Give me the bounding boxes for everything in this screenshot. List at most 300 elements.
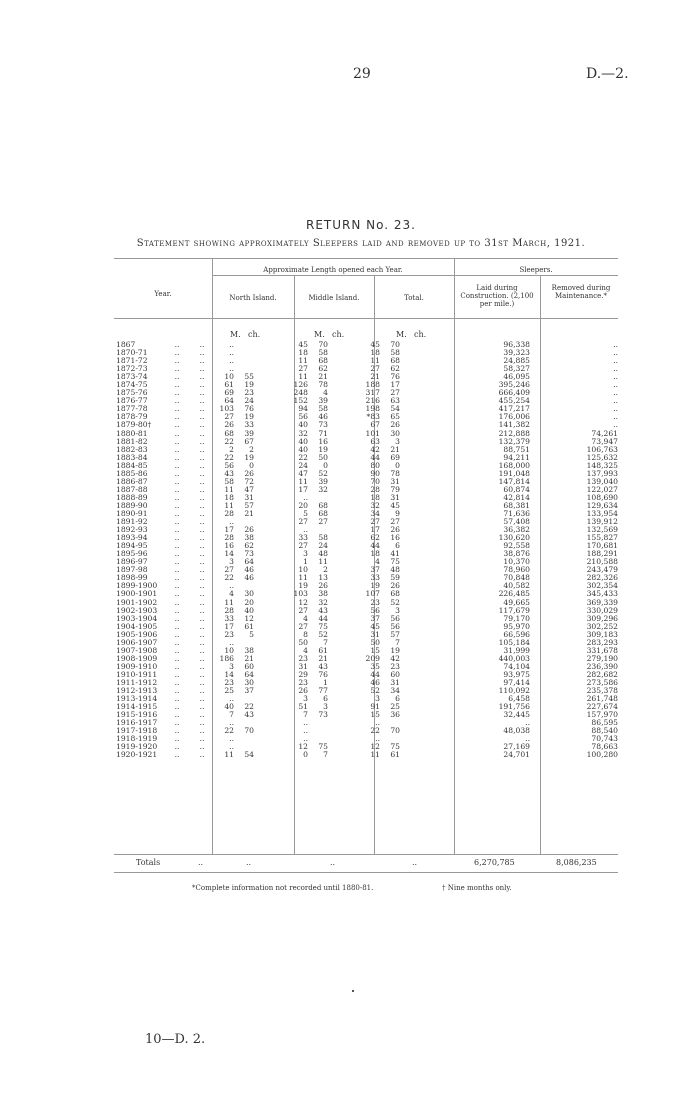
north-chains: 22 bbox=[244, 702, 254, 712]
laid-during-construction: 46,095 bbox=[503, 372, 530, 382]
removed-during-maintenance: 243,479 bbox=[586, 565, 618, 575]
total-miles: 12 bbox=[370, 742, 380, 752]
removed-during-maintenance: 236,390 bbox=[586, 661, 618, 671]
row-year: 1915-1916 bbox=[116, 710, 158, 720]
middle-miles: 7 bbox=[303, 710, 308, 720]
laid-during-construction: 130,620 bbox=[498, 533, 530, 543]
gap bbox=[400, 574, 434, 582]
middle-miles: 4 bbox=[303, 613, 308, 623]
total-miles: 23 bbox=[370, 597, 380, 607]
north-chains: 38 bbox=[244, 645, 254, 655]
row-dots: .. bbox=[174, 669, 180, 679]
row-year: 1891-92 bbox=[116, 517, 148, 527]
table-row bbox=[116, 679, 618, 687]
removed-during-maintenance: 227,674 bbox=[586, 702, 618, 712]
total-chains: 23 bbox=[390, 661, 400, 671]
laid-during-construction: 96,338 bbox=[503, 340, 530, 350]
total-chains: 7 bbox=[395, 637, 400, 647]
north-chains: 60 bbox=[244, 661, 254, 671]
row-dots: .. bbox=[199, 396, 205, 406]
header-length-group: Approximate Length opened each Year. bbox=[263, 266, 403, 274]
total-miles: *83 bbox=[366, 412, 380, 422]
removed-during-maintenance: .. bbox=[613, 420, 618, 430]
gap bbox=[254, 405, 288, 413]
gap bbox=[328, 566, 360, 574]
row-year: 1887-88 bbox=[116, 484, 148, 494]
row-dots: .. bbox=[199, 702, 205, 712]
north-miles: .. bbox=[229, 356, 234, 366]
north-miles: 23 bbox=[224, 629, 234, 639]
north-miles: 11 bbox=[224, 484, 234, 494]
removed-during-maintenance: 331,678 bbox=[586, 645, 618, 655]
middle-chains: 68 bbox=[318, 356, 328, 366]
north-chains: 26 bbox=[244, 468, 254, 478]
north-miles: 64 bbox=[224, 396, 234, 406]
table-row bbox=[116, 357, 618, 365]
sleepers-table bbox=[116, 341, 618, 759]
north-miles: 7 bbox=[229, 710, 234, 720]
north-chains: 23 bbox=[244, 388, 254, 398]
row-year: 1902-1903 bbox=[116, 605, 158, 615]
laid-during-construction: 141,382 bbox=[498, 420, 530, 430]
gap bbox=[254, 357, 288, 365]
row-year: 1919-1920 bbox=[116, 742, 158, 752]
row-year: 1913-1914 bbox=[116, 694, 158, 704]
total-miles: 32 bbox=[370, 500, 380, 510]
laid-during-construction: 68,381 bbox=[503, 500, 530, 510]
row-dots: .. bbox=[199, 645, 205, 655]
gap bbox=[328, 413, 360, 421]
total-chains: 31 bbox=[390, 677, 400, 687]
gap bbox=[400, 421, 434, 429]
gap bbox=[400, 381, 434, 389]
north-chains: 24 bbox=[244, 396, 254, 406]
middle-miles: 152 bbox=[293, 396, 308, 406]
row-year: 1878-79 bbox=[116, 412, 148, 422]
table-row bbox=[116, 695, 618, 703]
north-miles: 56 bbox=[224, 460, 234, 470]
gap bbox=[400, 647, 434, 655]
north-chains: 73 bbox=[244, 549, 254, 559]
laid-during-construction: 105,184 bbox=[498, 637, 530, 647]
table-row bbox=[116, 438, 618, 446]
total-miles: 45 bbox=[370, 621, 380, 631]
gap bbox=[254, 574, 288, 582]
table-row bbox=[116, 478, 618, 486]
row-dots: .. bbox=[174, 677, 180, 687]
laid-during-construction: 58,327 bbox=[503, 364, 530, 374]
north-chains bbox=[234, 341, 254, 349]
gap bbox=[254, 607, 288, 615]
gap bbox=[328, 655, 360, 663]
middle-miles: 56 bbox=[298, 412, 308, 422]
middle-miles: 26 bbox=[298, 686, 308, 696]
total-miles: 63 bbox=[370, 436, 380, 446]
laid-during-construction: 71,636 bbox=[503, 509, 530, 518]
unit-total-m: M. bbox=[396, 330, 407, 339]
gap bbox=[254, 510, 288, 518]
gap bbox=[328, 454, 360, 462]
gap bbox=[328, 735, 360, 743]
gap bbox=[400, 462, 434, 470]
row-year: 1896-97 bbox=[116, 557, 148, 567]
total-chains: 3 bbox=[395, 605, 400, 615]
row-dots: .. bbox=[199, 589, 205, 599]
gap bbox=[328, 623, 360, 631]
total-chains: 58 bbox=[390, 348, 400, 358]
north-miles: 11 bbox=[224, 500, 234, 510]
totals-middle: .. bbox=[330, 858, 336, 867]
footnote-star: *Complete information not recorded until 1880-81. bbox=[192, 884, 374, 892]
removed-during-maintenance: 122,027 bbox=[586, 484, 618, 494]
row-dots: .. bbox=[174, 718, 180, 728]
middle-miles: 94 bbox=[298, 404, 308, 414]
gap bbox=[400, 727, 434, 735]
middle-chains: 11 bbox=[318, 557, 328, 567]
middle-chains: 1 bbox=[323, 677, 328, 687]
gap bbox=[254, 494, 288, 502]
gap bbox=[400, 719, 434, 727]
table-row bbox=[116, 711, 618, 719]
north-miles: 25 bbox=[224, 686, 234, 696]
row-dots: .. bbox=[174, 629, 180, 639]
middle-chains: 58 bbox=[318, 404, 328, 414]
gap bbox=[328, 510, 360, 518]
gap bbox=[400, 711, 434, 719]
row-year: 1908-1909 bbox=[116, 653, 158, 663]
middle-miles: 11 bbox=[298, 476, 308, 486]
row-year: 1909-1910 bbox=[116, 661, 158, 671]
sleepers-table-body bbox=[116, 341, 618, 759]
north-miles: 28 bbox=[224, 509, 234, 518]
document-ref: D.—2. bbox=[586, 66, 629, 82]
table-row bbox=[116, 663, 618, 671]
total-chains: 16 bbox=[390, 533, 400, 543]
middle-chains: 32 bbox=[318, 484, 328, 494]
total-miles: 188 bbox=[365, 380, 380, 390]
removed-during-maintenance: .. bbox=[613, 340, 618, 350]
middle-chains: 39 bbox=[318, 476, 328, 486]
removed-during-maintenance: 73,947 bbox=[591, 436, 618, 446]
table-row bbox=[116, 494, 618, 502]
table-row bbox=[116, 719, 618, 727]
total-chains: 69 bbox=[390, 452, 400, 462]
total-miles: 91 bbox=[370, 702, 380, 712]
middle-chains: 39 bbox=[318, 396, 328, 406]
laid-during-construction: 88,751 bbox=[503, 444, 530, 454]
total-miles: 31 bbox=[370, 629, 380, 639]
laid-during-construction: 176,006 bbox=[498, 412, 530, 422]
row-dots: .. bbox=[174, 444, 180, 454]
middle-chains: 43 bbox=[318, 605, 328, 615]
gap bbox=[328, 695, 360, 703]
total-miles: 44 bbox=[370, 669, 380, 679]
gap bbox=[400, 542, 434, 550]
row-year: 1898-99 bbox=[116, 573, 148, 583]
total-chains: 48 bbox=[390, 565, 400, 575]
gap bbox=[400, 671, 434, 679]
row-dots: .. bbox=[199, 444, 205, 454]
row-dots: .. bbox=[199, 412, 205, 422]
gap bbox=[400, 470, 434, 478]
row-year: 1872-73 bbox=[116, 364, 148, 374]
gap bbox=[400, 566, 434, 574]
row-year: 1884-85 bbox=[116, 460, 148, 470]
north-chains: 62 bbox=[244, 541, 254, 551]
gap bbox=[254, 655, 288, 663]
laid-during-construction: 212,888 bbox=[498, 428, 530, 438]
north-chains: 40 bbox=[244, 605, 254, 615]
laid-during-construction: 226,485 bbox=[498, 589, 530, 599]
north-miles: 33 bbox=[224, 613, 234, 623]
middle-chains: 16 bbox=[318, 436, 328, 446]
row-dots: .. bbox=[199, 613, 205, 623]
row-dots: .. bbox=[199, 557, 205, 567]
unit-north-ch: ch. bbox=[248, 330, 261, 339]
row-dots: .. bbox=[174, 340, 180, 350]
row-dots: .. bbox=[174, 589, 180, 599]
middle-chains: 78 bbox=[318, 380, 328, 390]
gap bbox=[254, 550, 288, 558]
total-miles: 19 bbox=[370, 581, 380, 591]
middle-chains: 7 bbox=[323, 637, 328, 647]
north-miles: .. bbox=[229, 718, 234, 728]
gap bbox=[254, 631, 288, 639]
gap bbox=[400, 430, 434, 438]
middle-chains: 7 bbox=[323, 750, 328, 760]
north-chains: 57 bbox=[244, 500, 254, 510]
gap bbox=[328, 502, 360, 510]
row-dots: .. bbox=[174, 412, 180, 422]
middle-miles: 126 bbox=[293, 380, 308, 390]
row-dots: .. bbox=[199, 710, 205, 720]
gap bbox=[328, 671, 360, 679]
row-dots: .. bbox=[174, 653, 180, 663]
row-dots: .. bbox=[174, 396, 180, 406]
north-chains: 2 bbox=[249, 444, 254, 454]
middle-miles: 23 bbox=[298, 653, 308, 663]
gap bbox=[328, 349, 360, 357]
gap bbox=[400, 607, 434, 615]
laid-during-construction: 42,814 bbox=[503, 492, 530, 502]
row-dots: .. bbox=[174, 686, 180, 696]
laid-during-construction: 40,582 bbox=[503, 581, 530, 591]
gap bbox=[254, 381, 288, 389]
row-dots: .. bbox=[199, 492, 205, 502]
middle-miles: 12 bbox=[298, 742, 308, 752]
removed-during-maintenance: 345,433 bbox=[586, 589, 618, 599]
row-year: 1917-1918 bbox=[116, 726, 158, 736]
middle-miles: .. bbox=[303, 525, 308, 535]
table-row bbox=[116, 743, 618, 751]
row-dots: .. bbox=[174, 565, 180, 575]
gap bbox=[328, 430, 360, 438]
gap bbox=[254, 454, 288, 462]
middle-miles: 3 bbox=[303, 549, 308, 559]
gap bbox=[254, 582, 288, 590]
total-chains: 52 bbox=[390, 597, 400, 607]
header-total: Total. bbox=[404, 294, 424, 302]
row-dots: .. bbox=[199, 468, 205, 478]
table-row bbox=[116, 534, 618, 542]
row-dots: .. bbox=[199, 597, 205, 607]
gap bbox=[254, 502, 288, 510]
total-chains: 31 bbox=[390, 492, 400, 502]
unit-middle-m: M. bbox=[314, 330, 325, 339]
table-row bbox=[116, 462, 618, 470]
row-dots: .. bbox=[174, 509, 180, 518]
gap bbox=[400, 389, 434, 397]
row-dots: .. bbox=[199, 517, 205, 527]
removed-during-maintenance: 108,690 bbox=[586, 492, 618, 502]
gap bbox=[328, 494, 360, 502]
gap bbox=[254, 711, 288, 719]
header-middle-island: Middle Island. bbox=[308, 294, 360, 302]
total-chains: 27 bbox=[390, 517, 400, 527]
row-year: 1911-1912 bbox=[116, 677, 158, 687]
row-dots: .. bbox=[199, 677, 205, 687]
row-dots: .. bbox=[174, 380, 180, 390]
north-miles: 43 bbox=[224, 468, 234, 478]
north-miles: 22 bbox=[224, 726, 234, 736]
row-year: 1920-1921 bbox=[116, 750, 158, 760]
middle-chains: 71 bbox=[318, 428, 328, 438]
row-dots: .. bbox=[199, 637, 205, 647]
row-year: 1910-1911 bbox=[116, 669, 158, 679]
row-year: 1875-76 bbox=[116, 388, 148, 398]
header-year: Year. bbox=[154, 290, 172, 298]
row-dots: .. bbox=[199, 476, 205, 486]
gap bbox=[254, 558, 288, 566]
total-miles: 3 bbox=[375, 694, 380, 704]
gap bbox=[400, 526, 434, 534]
row-year: 1879-80† bbox=[116, 420, 152, 430]
north-chains: 67 bbox=[244, 436, 254, 446]
middle-miles: 19 bbox=[298, 581, 308, 591]
total-miles: 33 bbox=[370, 573, 380, 583]
middle-miles: 51 bbox=[298, 702, 308, 712]
gap bbox=[400, 558, 434, 566]
total-miles: 101 bbox=[365, 428, 380, 438]
laid-during-construction: 95,970 bbox=[503, 621, 530, 631]
middle-miles: 18 bbox=[298, 348, 308, 358]
north-miles: 10 bbox=[224, 645, 234, 655]
total-miles: 56 bbox=[370, 605, 380, 615]
row-dots: .. bbox=[199, 573, 205, 583]
gap bbox=[400, 365, 434, 373]
north-miles: 3 bbox=[229, 557, 234, 567]
total-miles: 11 bbox=[370, 750, 380, 760]
row-dots: .. bbox=[199, 436, 205, 446]
removed-during-maintenance: .. bbox=[613, 388, 618, 398]
group-underline-length bbox=[212, 275, 454, 276]
row-dots: .. bbox=[199, 460, 205, 470]
removed-during-maintenance: .. bbox=[613, 380, 618, 390]
gap bbox=[254, 534, 288, 542]
north-chains: 55 bbox=[244, 372, 254, 382]
gap bbox=[254, 727, 288, 735]
total-chains: 9 bbox=[395, 509, 400, 518]
laid-during-construction: 24,701 bbox=[503, 750, 530, 760]
row-year: 1897-98 bbox=[116, 565, 148, 575]
middle-chains: 32 bbox=[318, 597, 328, 607]
table-row bbox=[116, 751, 618, 759]
totals-removed: 8,086,235 bbox=[556, 858, 597, 867]
total-chains: 63 bbox=[390, 396, 400, 406]
middle-miles: 50 bbox=[298, 637, 308, 647]
row-dots: .. bbox=[199, 605, 205, 615]
removed-during-maintenance: 188,291 bbox=[586, 549, 618, 559]
row-year: 1886-87 bbox=[116, 476, 148, 486]
gap bbox=[400, 405, 434, 413]
removed-during-maintenance: 106,763 bbox=[586, 444, 618, 454]
table-row bbox=[116, 687, 618, 695]
gap bbox=[400, 454, 434, 462]
gap bbox=[254, 349, 288, 357]
gap bbox=[254, 735, 288, 743]
gap bbox=[328, 518, 360, 526]
gap bbox=[254, 438, 288, 446]
row-dots: .. bbox=[199, 565, 205, 575]
table-row bbox=[116, 518, 618, 526]
removed-during-maintenance: 302,252 bbox=[586, 621, 618, 631]
row-dots: .. bbox=[174, 573, 180, 583]
middle-chains: 48 bbox=[318, 549, 328, 559]
gap bbox=[400, 446, 434, 454]
total-chains: 56 bbox=[390, 613, 400, 623]
row-dots: .. bbox=[199, 541, 205, 551]
removed-during-maintenance: 261,748 bbox=[586, 694, 618, 704]
gap bbox=[400, 687, 434, 695]
row-dots: .. bbox=[199, 686, 205, 696]
row-year: 1876-77 bbox=[116, 396, 148, 406]
total-miles: 46 bbox=[370, 677, 380, 687]
header-bottom-rule bbox=[114, 318, 618, 319]
middle-miles: 45 bbox=[298, 340, 308, 350]
gap bbox=[328, 751, 360, 759]
gap bbox=[254, 341, 288, 349]
total-miles: 4 bbox=[375, 557, 380, 567]
gap bbox=[400, 679, 434, 687]
north-miles: 186 bbox=[219, 653, 234, 663]
row-dots: .. bbox=[199, 581, 205, 591]
row-dots: .. bbox=[174, 710, 180, 720]
gap bbox=[400, 590, 434, 598]
middle-miles: 24 bbox=[298, 460, 308, 470]
middle-miles: 3 bbox=[303, 694, 308, 704]
total-miles: 44 bbox=[370, 452, 380, 462]
north-chains: 37 bbox=[244, 686, 254, 696]
total-chains: 6 bbox=[395, 541, 400, 551]
gap bbox=[328, 590, 360, 598]
laid-during-construction: 93,975 bbox=[503, 669, 530, 679]
row-dots: .. bbox=[174, 581, 180, 591]
row-dots: .. bbox=[174, 476, 180, 486]
laid-during-construction: 48,038 bbox=[503, 726, 530, 736]
table-row bbox=[116, 703, 618, 711]
row-year: 1903-1904 bbox=[116, 613, 158, 623]
laid-during-construction: 39,323 bbox=[503, 348, 530, 358]
gap bbox=[328, 341, 360, 349]
north-chains: 43 bbox=[244, 710, 254, 720]
center-dot bbox=[352, 990, 354, 992]
north-chains: 38 bbox=[244, 533, 254, 543]
unit-total-ch: ch. bbox=[414, 330, 427, 339]
middle-chains: 44 bbox=[318, 613, 328, 623]
total-miles: 62 bbox=[370, 533, 380, 543]
north-miles: 3 bbox=[229, 661, 234, 671]
north-miles: 40 bbox=[224, 702, 234, 712]
